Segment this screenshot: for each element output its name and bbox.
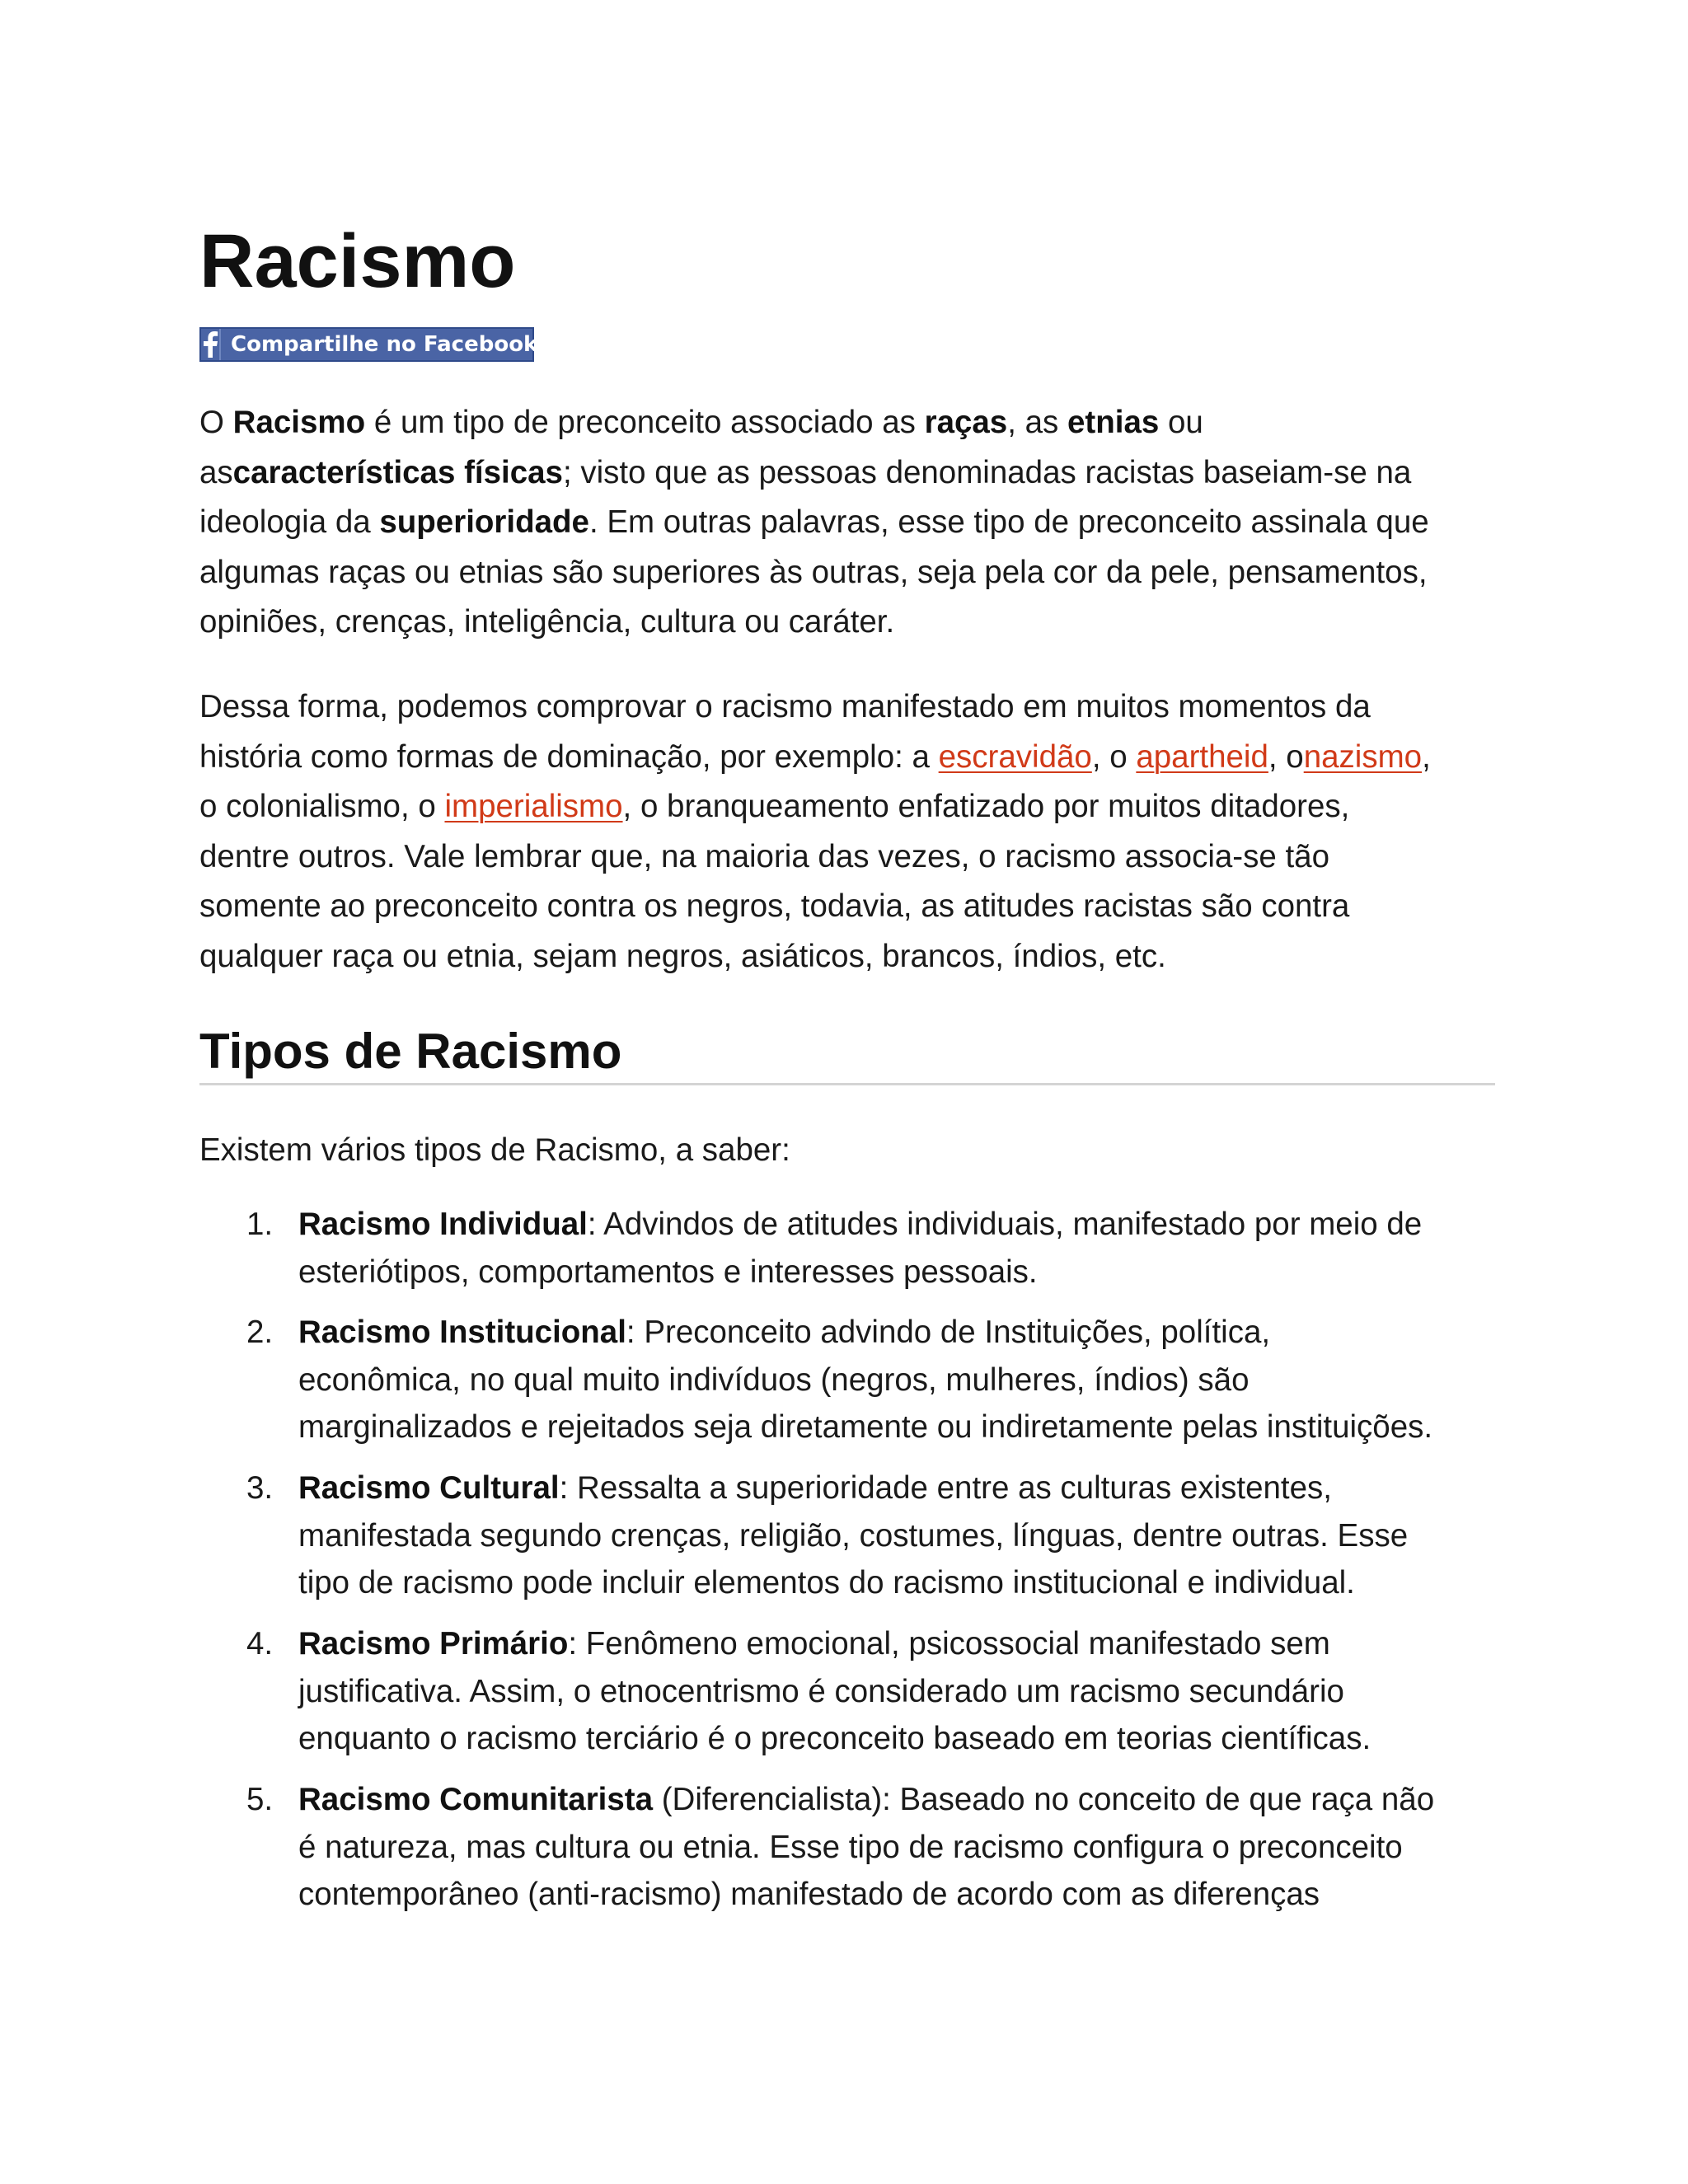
list-line: é natureza, mas cultura ou etnia. Esse tipo de racismo configura o preconceito xyxy=(298,1829,1403,1865)
list-line: tipo de racismo pode incluir elementos do racismo institucional e individual. xyxy=(298,1565,1355,1601)
bold-term: etnias xyxy=(1067,405,1160,440)
list-line: Racismo Institucional: Preconceito advindo de Instituições, política, xyxy=(298,1315,1271,1350)
list-item-text xyxy=(298,1201,1502,1296)
link-imperialismo[interactable]: imperialismo xyxy=(444,789,623,824)
paragraph-line: O Racismo é um tipo de preconceito associado as raças, as etnias ou xyxy=(199,405,1203,440)
list-line: Racismo Individual: Advindos de atitudes individuais, manifestado por meio de xyxy=(298,1207,1423,1242)
paragraph-line: dentre outros. Vale lembrar que, na maioria das vezes, o racismo associa-se tão xyxy=(199,838,1329,874)
list-number: 5. xyxy=(246,1782,274,1817)
intro-paragraph xyxy=(199,398,1485,648)
list-line: Racismo Primário: Fenômeno emocional, psicossocial manifestado sem xyxy=(298,1626,1330,1661)
list-term: Racismo Institucional xyxy=(298,1315,626,1350)
facebook-icon xyxy=(201,329,221,360)
list-term: Racismo Individual xyxy=(298,1207,588,1242)
facebook-share-label: Compartilhe no Facebook xyxy=(231,332,538,357)
list-number: 4. xyxy=(246,1626,274,1661)
list-line: justificativa. Assim, o etnocentrismo é considerado um racismo secundário xyxy=(298,1673,1344,1709)
list-line: manifestada segundo crenças, religião, costumes, línguas, dentre outras. Esse xyxy=(298,1517,1409,1554)
list-item-text xyxy=(298,1620,1502,1763)
paragraph-line: história como formas de dominação, por exemplo: a escravidão, o apartheid, onazismo, xyxy=(199,738,1431,775)
list-line: econômica, no qual muito indivíduos (negros, mulheres, índios) são xyxy=(298,1361,1250,1398)
paragraph-line: o colonialismo, o imperialismo, o branqueamento enfatizado por muitos ditadores, xyxy=(199,789,1350,824)
bold-term: características físicas xyxy=(232,454,563,490)
paragraph-line: Dessa forma, podemos comprovar o racismo manifestado em muitos momentos da xyxy=(199,689,1371,724)
list-line: enquanto o racismo terciário é o preconceito baseado em teorias científicas. xyxy=(298,1721,1372,1756)
list-line: marginalizados e rejeitados seja diretamente ou indiretamente pelas instituições. xyxy=(298,1409,1433,1445)
bold-term: Racismo xyxy=(232,405,366,440)
list-item-text xyxy=(298,1465,1502,1607)
link-apartheid[interactable]: apartheid xyxy=(1136,738,1268,775)
section-divider xyxy=(199,1083,1495,1085)
paragraph-line: qualquer raça ou etnia, sejam negros, asiáticos, brancos, índios, etc. xyxy=(199,938,1166,974)
list-term: Racismo Cultural xyxy=(298,1470,560,1506)
paragraph-line: ideologia da superioridade. Em outras palavras, esse tipo de preconceito assinala que xyxy=(199,504,1429,540)
list-line: contemporâneo (anti-racismo) manifestado de acordo com as diferenças xyxy=(298,1877,1320,1912)
paragraph-line: ascaracterísticas físicas; visto que as pessoas denominadas racistas baseiam-se na xyxy=(199,454,1412,490)
list-term: Racismo Comunitarista xyxy=(298,1782,654,1817)
list-term: Racismo Primário xyxy=(298,1626,569,1661)
list-number: 2. xyxy=(246,1315,274,1350)
paragraph-line: somente ao preconceito contra os negros, todavia, as atitudes racistas são contra xyxy=(199,888,1350,924)
facebook-share-button[interactable] xyxy=(199,327,538,362)
paragraph-line: algumas raças ou etnias são superiores às outras, seja pela cor da pele, pensamentos, xyxy=(199,554,1428,590)
bold-term: raças xyxy=(924,405,1008,440)
list-line: Racismo Cultural: Ressalta a superioridade entre as culturas existentes, xyxy=(298,1470,1332,1506)
list-line: Racismo Comunitarista (Diferencialista): Baseado no conceito de que raça não xyxy=(298,1782,1435,1817)
link-escravidao[interactable]: escravidão xyxy=(938,738,1092,775)
history-paragraph xyxy=(199,682,1485,982)
paragraph-line: opiniões, crenças, inteligência, cultura ou caráter. xyxy=(199,604,895,640)
section-heading: Tipos de Racismo xyxy=(199,1024,622,1079)
list-number: 1. xyxy=(246,1207,274,1242)
bold-term: superioridade xyxy=(379,504,589,540)
list-item-text xyxy=(298,1776,1502,1919)
list-line: esteriótipos, comportamentos e interesses pessoais. xyxy=(298,1254,1038,1290)
list-item-text xyxy=(298,1309,1502,1451)
link-nazismo[interactable]: nazismo xyxy=(1303,738,1423,775)
list-number: 3. xyxy=(246,1470,274,1506)
page-title: Racismo xyxy=(199,219,516,303)
list-intro: Existem vários tipos de Racismo, a saber: xyxy=(199,1132,790,1168)
